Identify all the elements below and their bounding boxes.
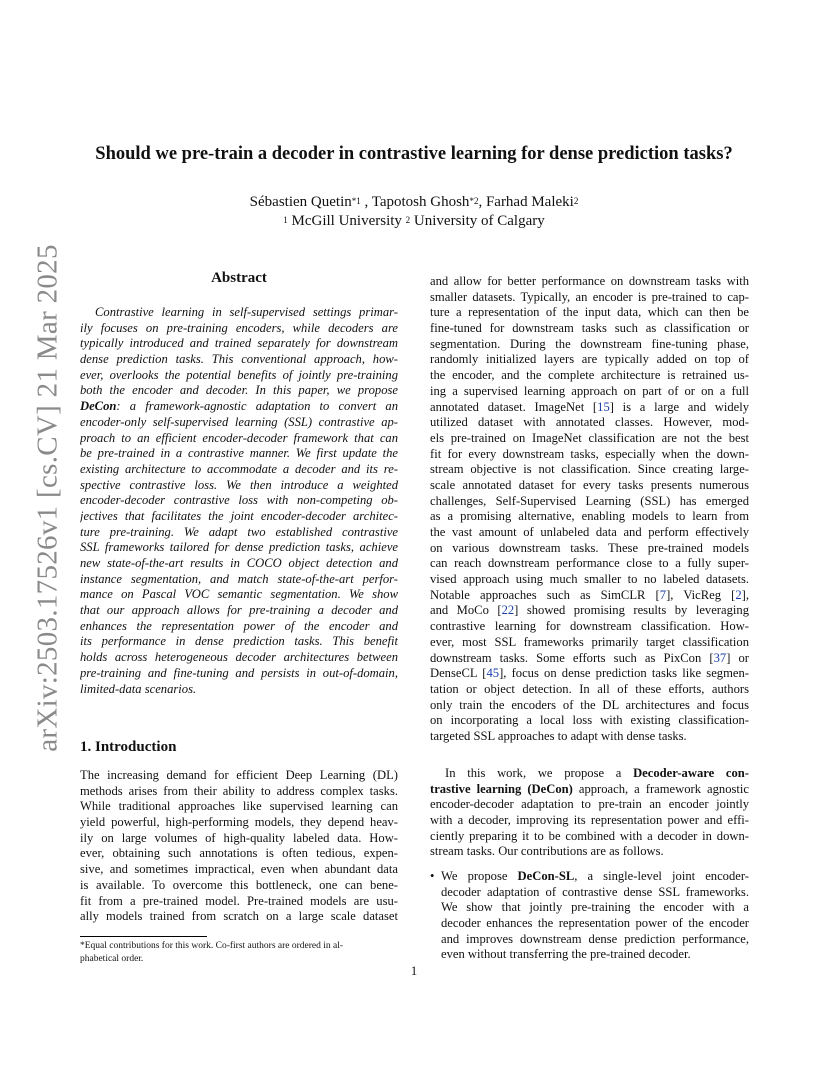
footnote-line: *Equal contributions for this work. Co-first authors are ordered in al- [80,941,344,951]
text-line: enhances the representation power of the encoder and [80,618,398,633]
text-line: typically introduced and trained separately for downstream [80,336,398,351]
text-line: both the encoder and decoder. In this paper, we propose [80,383,398,398]
text-line: DeCon: a framework-agnostic adaptation to convert an [80,399,398,414]
bullet-marker: • [430,869,435,883]
text-line: as a promising alternative, enabling models to learn from [430,509,749,524]
text-line: proach to an efficient encoder-decoder framework that can [80,430,398,445]
text-line: trastive learning (DeCon) approach, a framework agnostic [430,781,749,796]
text-line: and MoCo [22] showed promising results by leveraging [430,603,749,618]
text-line: the encoder, and the complete architecture is retrained us- [430,368,749,383]
text-line: the vast amount of unlabeled data and perform effectively [430,525,749,539]
author-list [0,193,828,212]
text-line: and allow for better performance on downstream tasks with [430,274,749,288]
affiliation-mark: 1 [283,215,288,225]
text-line: ily focuses on pre-training encoders, while decoders are [80,320,398,335]
text-line: segmentation. During the downstream fine-tuning phase, [430,336,749,351]
text-line: sive, and sometimes impractical, even when abundant data [80,862,398,877]
text-line: tation or object detection. In all of these efforts, authors [430,681,749,696]
page-number: 1 [410,964,418,978]
author-name: Farhad Maleki [485,194,574,210]
paper-title: Should we pre-train a decoder in contrastive learning for dense prediction tasks? [95,144,733,164]
text-line: even without transferring the pre-trained decoder. [441,947,691,962]
author-mark: *1 [351,196,361,206]
author-separator: , [360,194,372,210]
text-line: with a decoder, improving its representation power and effi- [430,813,749,828]
text-line: new state-of-the-art results in COCO object detection and [80,556,398,570]
text-line: ture pre-training. We adapt two established contrastive [80,524,398,539]
affiliation-list [0,212,828,231]
introduction-body [80,768,398,925]
text-line: yield powerful, high-performing models, they depend heav- [80,815,398,830]
text-line: ever, most SSL frameworks primarily target classification [430,634,749,649]
author-mark: 2 [573,196,579,206]
text-line: encoder-decoder adaptation to pre-train an encoder jointly [430,797,749,812]
citation-link[interactable]: 2 [735,587,742,602]
text-line: DenseCL [45], focus on dense prediction tasks like segmen- [430,666,749,681]
text-line: Notable approaches such as SimCLR [7], VicReg [2], [430,587,749,602]
text-line: We show that jointly pre-training the encoder with a [441,900,749,915]
text-line: In this work, we propose a Decoder-aware con- [445,766,749,780]
text-line: SSL frameworks tailored for dense prediction tasks, achieve [80,540,398,555]
text-line: holds across heterogeneous decoder architectures between [80,650,398,665]
citation-link[interactable]: 37 [713,650,727,665]
text-line: The increasing demand for efficient Deep Learning (DL) [80,768,398,782]
text-line: contrastive learning for downstream classification. How- [430,619,749,634]
text-line: that our approach allows for pre-training a decoder and [80,603,398,618]
text-line: only train the encoders of the DL architectures and focus [430,697,749,712]
text-line: dense prediction tasks. This conventional approach, how- [80,352,398,367]
right-column-paragraph-2 [430,766,749,860]
affiliation-name: McGill University [287,213,406,229]
text-line: scale annotated dataset for every tasks presents numerous [430,477,749,492]
text-line: els pre-trained on ImageNet classification are not the best [430,430,749,445]
text-line: targeted SSL approaches to adapt with dense tasks. [430,728,687,743]
citation-link[interactable]: 15 [597,399,610,414]
text-line: stream tasks. Our contributions are as follows. [430,844,664,859]
text-line: and improves downstream dense prediction performance, [441,931,749,946]
text-line: be pre-trained in a contrastive manner. We first update the [80,446,398,461]
text-line: ever, obtaining such annotations is often tedious, expen- [80,846,398,861]
citation-link[interactable]: 7 [659,587,667,602]
right-column-paragraph-1 [430,274,749,745]
text-line: mance on Pascal VOC semantic segmentation. We show [80,587,398,602]
text-line: ally models trained from scratch on a large scale dataset [80,909,398,924]
text-line: vised approach using much smaller to no labeled datasets. [430,572,749,587]
affiliation-mark: 2 [405,215,411,225]
text-line: utilized dataset with annotated classes. However, mod- [430,415,749,430]
text-line: fine-tuned for downstream tasks such as classification or [430,321,749,336]
text-line: can reach downstream performance close to a fully super- [430,556,749,571]
bullet-text [441,869,749,963]
citation-link[interactable]: 45 [486,666,500,681]
text-line: on incorporating a local loss with existing classification- [430,713,749,728]
text-line: its performance in dense prediction tasks. This benefit [80,634,398,649]
footnote-rule [80,936,207,937]
text-line: fit for every downstream tasks, especially when the down- [430,446,749,461]
text-line: decoder adaptation of contrastive dense SSL frameworks. [441,884,749,899]
text-line: randomly initialized layers are typically added on top of [430,352,749,367]
text-line: limited-data scenarios. [80,681,197,696]
affiliation-name: University of Calgary [410,213,545,229]
text-line: ture a representation of the input data, which can then be [430,305,749,320]
text-line: smaller datasets. Typically, an encoder is pre-trained to cap- [430,289,749,304]
text-line: existing architecture to accommodate a decoder and its re- [80,461,398,476]
text-line: encoder-only self-supervised learning (SSL) contrastive ap- [80,414,398,429]
text-line: spective contrastive loss. We then introduce a weighted [80,477,398,492]
text-line: downstream tasks. Some efforts such as PixCon [37] or [430,650,749,665]
text-line: annotated dataset. ImageNet [15] is a large and widely [430,399,749,414]
text-line: decoder enhances the representation power of the encoder [441,916,749,931]
text-line: Contrastive learning in self-supervised settings primar- [95,305,398,319]
text-line: ever, overlooks the potential benefits of jointly pre-training [80,367,398,382]
text-line: ily on large volumes of high-quality labeled data. How- [80,830,398,845]
citation-link[interactable]: 22 [501,603,515,618]
arxiv-identifier-text: arXiv:2503.17526v1 [cs.CV] 21 Mar 2025 [31,244,64,752]
text-line: jectives that facilitates the joint encoder-decoder architec- [80,508,398,523]
text-line: ing a supervised learning approach on part of or on a full [430,383,749,398]
author-name: Tapotosh Ghosh [371,194,470,210]
section-heading-introduction: 1. Introduction [80,739,177,755]
text-line: We propose DeCon-SL, a single-level joint encoder- [441,869,749,883]
author-name: Sébastien Quetin [249,194,352,210]
author-separator: , [478,194,486,210]
abstract-heading: Abstract [211,270,267,286]
text-line: is available. To overcome this bottleneck, one can bene- [80,877,398,892]
text-line: methods arises from their ability to address complex tasks. [80,783,398,798]
author-mark: *2 [469,196,479,206]
text-line: stream objective is not classification. Since creating large- [430,462,749,477]
abstract-body [80,305,398,697]
text-line: challenges, Self-Supervised Learning (SSL) has emerged [430,493,749,508]
text-line: While traditional approaches like supervised learning can [80,799,398,814]
text-line: instance segmentation, and match state-of-the-art perfor- [80,571,398,586]
text-line: ciently preparing it to be combined with a decoder in down- [430,828,749,843]
footnote-line: phabetical order. [80,953,144,964]
text-line: encoder-decoder contrastive loss with non-competing ob- [80,493,398,508]
text-line: fit from a pre-trained model. Pre-trained models are usu- [80,893,398,908]
text-line: on various downstream tasks. These pre-trained models [430,540,749,555]
footnote [80,940,398,965]
text-line: pre-training and fine-tuning and persists in out-of-domain, [80,665,398,680]
